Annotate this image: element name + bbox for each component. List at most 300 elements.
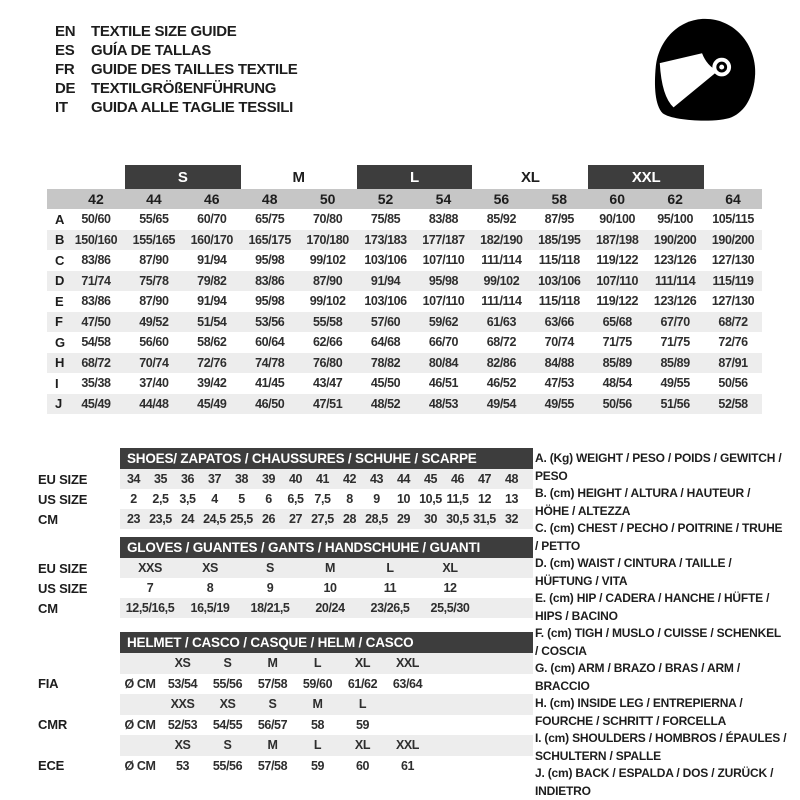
cell: S bbox=[266, 561, 274, 575]
cell: 10 bbox=[396, 492, 411, 506]
size-cell: 160/170 bbox=[190, 232, 233, 247]
row-letter: G bbox=[55, 334, 66, 350]
size-cell: 173/183 bbox=[364, 232, 407, 247]
cell: 11,5 bbox=[446, 492, 469, 506]
size-cell: 107/110 bbox=[422, 294, 465, 309]
racing-helmet-icon bbox=[645, 12, 765, 130]
size-cell: 87/90 bbox=[139, 294, 169, 309]
column-header: 56 bbox=[493, 191, 510, 207]
helmet-sizes-row bbox=[120, 694, 533, 715]
cell: 7,5 bbox=[314, 492, 331, 506]
cell: 31,5 bbox=[473, 512, 496, 526]
language-code: IT bbox=[55, 99, 68, 116]
size-group-xl: XL bbox=[520, 168, 540, 186]
size-cell: 83/86 bbox=[81, 253, 111, 268]
language-code: ES bbox=[55, 42, 75, 59]
row-label: CM bbox=[38, 600, 58, 616]
language-code: FR bbox=[55, 61, 75, 78]
legend-item: H. (cm) INSIDE LEG / ENTREPIERNA / FOURCHE / SCHRITT / FORCELLA bbox=[535, 696, 743, 728]
size-cell: 107/110 bbox=[596, 273, 639, 288]
cell: 12 bbox=[477, 492, 492, 506]
cell: 27 bbox=[288, 512, 303, 526]
size-cell: 49/55 bbox=[544, 396, 574, 411]
size-cell: 51/54 bbox=[197, 314, 227, 329]
cell: 25,5/30 bbox=[430, 601, 470, 615]
gloves-table bbox=[38, 537, 533, 618]
table-row bbox=[120, 578, 533, 598]
cell: 59 bbox=[310, 758, 325, 773]
size-cell: 68/72 bbox=[486, 335, 516, 350]
size-cell: 78/82 bbox=[370, 355, 401, 370]
row-letter: I bbox=[55, 375, 59, 391]
cell: XS bbox=[202, 561, 218, 575]
textile-size-table bbox=[47, 165, 762, 414]
language-title: TEXTILE SIZE GUIDE bbox=[91, 23, 237, 40]
size-cell: 53/56 bbox=[255, 314, 285, 329]
language-code: DE bbox=[55, 80, 76, 97]
column-header: 54 bbox=[435, 191, 452, 207]
table-row bbox=[47, 230, 762, 251]
size-cell: 60/70 bbox=[197, 212, 227, 227]
size-cell: 46/50 bbox=[255, 396, 285, 411]
cell: 29 bbox=[396, 512, 411, 526]
cell: 8 bbox=[206, 581, 214, 595]
cell: 13 bbox=[504, 492, 519, 506]
size-cell: 75/85 bbox=[370, 212, 401, 227]
cell: 58 bbox=[310, 717, 325, 732]
cell: 60 bbox=[355, 758, 370, 773]
cell: 8 bbox=[346, 492, 353, 506]
cell: 39 bbox=[261, 472, 276, 486]
cell: 53/54 bbox=[167, 676, 198, 691]
size-cell: 65/75 bbox=[255, 212, 285, 227]
cell: 2 bbox=[130, 492, 137, 506]
cell: 43 bbox=[369, 472, 384, 486]
standard-label: FIA bbox=[38, 676, 59, 692]
cell: 7 bbox=[146, 581, 154, 595]
size-cell: 65/68 bbox=[602, 314, 632, 329]
cell: 61/62 bbox=[347, 676, 378, 691]
size-cell: 55/58 bbox=[312, 314, 343, 329]
size-cell: 99/102 bbox=[309, 253, 346, 268]
cell: 23,5 bbox=[149, 512, 172, 526]
row-label: US SIZE bbox=[38, 491, 88, 507]
diameter-unit: Ø CM bbox=[124, 676, 156, 691]
cell: 59/60 bbox=[302, 676, 333, 691]
language-title: TEXTILGRÖßENFÜHRUNG bbox=[91, 80, 277, 97]
legend-item: B. (cm) HEIGHT / ALTURA / HAUTEUR / HÖHE / ALTEZZA bbox=[535, 486, 751, 518]
column-header: 62 bbox=[667, 191, 683, 207]
size-cell: 119/122 bbox=[596, 253, 639, 268]
table-row bbox=[120, 469, 533, 489]
cell: 36 bbox=[180, 472, 195, 486]
size-cell: 170/180 bbox=[306, 232, 349, 247]
size-cell: 70/74 bbox=[544, 335, 574, 350]
size-cell: 49/55 bbox=[660, 376, 690, 391]
size-cell: 99/102 bbox=[483, 273, 520, 288]
size-cell: 127/130 bbox=[711, 253, 755, 268]
size-cell: 177/187 bbox=[422, 232, 465, 247]
language-row bbox=[55, 98, 297, 117]
size-cell: 50/60 bbox=[81, 212, 111, 227]
helmet-values-row bbox=[120, 756, 533, 777]
size-cell: 39/42 bbox=[197, 376, 227, 391]
cell: 12,5/16,5 bbox=[125, 601, 175, 615]
diameter-unit: Ø CM bbox=[124, 758, 156, 773]
size-cell: 54/58 bbox=[81, 335, 111, 350]
size-cell: 119/122 bbox=[596, 294, 639, 309]
size-cell: 66/70 bbox=[428, 335, 459, 350]
legend-item: D. (cm) WAIST / CINTURA / TAILLE / HÜFTUNG / VITA bbox=[535, 556, 732, 588]
helmet-title-bar: HELMET / CASCO / CASQUE / HELM / CASCO bbox=[120, 632, 533, 653]
size-cell: 99/102 bbox=[309, 294, 346, 309]
table-row bbox=[47, 271, 762, 292]
table-row bbox=[120, 558, 533, 578]
size-cell: 111/114 bbox=[481, 253, 522, 268]
table-row bbox=[47, 209, 762, 230]
size-cell: 87/90 bbox=[139, 253, 169, 268]
size-cell: 47/51 bbox=[312, 396, 343, 411]
size-cell: 90/100 bbox=[599, 212, 636, 227]
size-header-cell: M bbox=[312, 697, 323, 712]
size-cell: 50/56 bbox=[718, 376, 748, 391]
size-cell: 103/106 bbox=[538, 273, 581, 288]
size-cell: 87/91 bbox=[718, 355, 748, 370]
size-header-cell: S bbox=[223, 738, 232, 753]
size-cell: 45/50 bbox=[370, 376, 401, 391]
size-cell: 107/110 bbox=[422, 253, 465, 268]
row-letter: E bbox=[55, 293, 64, 309]
cell: 26 bbox=[261, 512, 276, 526]
size-cell: 71/74 bbox=[81, 273, 111, 288]
size-cell: 190/200 bbox=[711, 232, 755, 247]
size-cell: 91/94 bbox=[197, 294, 227, 309]
size-cell: 103/106 bbox=[364, 253, 407, 268]
size-header-cell: XXS bbox=[170, 697, 195, 712]
size-cell: 76/80 bbox=[312, 355, 343, 370]
cell: 55/56 bbox=[212, 758, 243, 773]
size-cell: 46/51 bbox=[428, 376, 459, 391]
table-row bbox=[47, 250, 762, 271]
size-group-xxl: XXL bbox=[588, 165, 704, 189]
column-header: 60 bbox=[609, 191, 625, 207]
size-group-s: S bbox=[125, 165, 241, 189]
table-row bbox=[47, 353, 762, 374]
size-cell: 37/40 bbox=[139, 376, 169, 391]
size-cell: 72/76 bbox=[197, 355, 227, 370]
language-title: GUÍA DE TALLAS bbox=[91, 42, 211, 59]
row-letter: F bbox=[55, 314, 63, 330]
size-cell: 111/114 bbox=[481, 294, 522, 309]
column-header: 52 bbox=[377, 191, 394, 207]
cell: 46 bbox=[450, 472, 465, 486]
size-cell: 182/190 bbox=[480, 232, 523, 247]
cell: 23/26,5 bbox=[370, 601, 410, 615]
size-cell: 46/52 bbox=[486, 376, 516, 391]
column-header: 48 bbox=[261, 191, 278, 207]
size-header-cell: XL bbox=[354, 738, 371, 753]
cell: 35 bbox=[153, 472, 168, 486]
cell: 32 bbox=[504, 512, 519, 526]
size-cell: 62/66 bbox=[312, 335, 343, 350]
size-cell: 56/60 bbox=[139, 335, 169, 350]
size-header-cell: XL bbox=[354, 656, 371, 671]
size-header-cell: S bbox=[223, 656, 232, 671]
helmet-values-row bbox=[120, 674, 533, 695]
cell: 6 bbox=[265, 492, 272, 506]
row-letter: C bbox=[55, 252, 65, 268]
cell: 53 bbox=[175, 758, 190, 773]
size-cell: 123/126 bbox=[653, 294, 697, 309]
row-letter: B bbox=[55, 232, 65, 248]
size-cell: 82/86 bbox=[486, 355, 516, 370]
size-cell: 105/115 bbox=[712, 212, 754, 227]
legend-item: J. (cm) BACK / ESPALDA / DOS / ZURÜCK / INDIETRO bbox=[535, 766, 774, 798]
size-header-cell: S bbox=[268, 697, 277, 712]
row-letter: J bbox=[55, 396, 63, 412]
cell: 52/53 bbox=[167, 717, 198, 732]
size-cell: 67/70 bbox=[660, 314, 690, 329]
table-row bbox=[120, 509, 533, 529]
size-cell: 187/198 bbox=[596, 232, 639, 247]
cell: 28,5 bbox=[365, 512, 388, 526]
row-label: EU SIZE bbox=[38, 471, 88, 487]
size-cell: 50/56 bbox=[602, 396, 632, 411]
size-cell: 83/86 bbox=[255, 273, 285, 288]
helmet-table bbox=[38, 632, 533, 776]
helmet-sizes-row bbox=[120, 653, 533, 674]
cell: 24 bbox=[180, 512, 195, 526]
size-header-cell: XS bbox=[174, 656, 191, 671]
legend-item: C. (cm) CHEST / PECHO / POITRINE / TRUHE / PETTO bbox=[535, 521, 783, 553]
cell: 59 bbox=[355, 717, 370, 732]
size-cell: 87/90 bbox=[312, 273, 343, 288]
size-cell: 52/58 bbox=[718, 396, 748, 411]
cell: 37 bbox=[207, 472, 222, 486]
cell: 20/24 bbox=[315, 601, 345, 615]
cell: 48 bbox=[504, 472, 519, 486]
size-cell: 71/75 bbox=[602, 335, 632, 350]
language-row bbox=[55, 22, 297, 41]
cell: 42 bbox=[342, 472, 357, 486]
cell: 44 bbox=[396, 472, 411, 486]
row-label: CM bbox=[38, 511, 58, 527]
column-header: 64 bbox=[725, 191, 741, 207]
size-cell: 85/89 bbox=[660, 355, 690, 370]
size-cell: 83/88 bbox=[428, 212, 459, 227]
size-cell: 185/195 bbox=[538, 232, 581, 247]
size-cell: 165/175 bbox=[248, 232, 291, 247]
cell: 56/57 bbox=[257, 717, 288, 732]
helmet-sizes-row bbox=[120, 735, 533, 756]
size-cell: 190/200 bbox=[653, 232, 697, 247]
cell: 30,5 bbox=[446, 512, 469, 526]
size-cell: 83/86 bbox=[81, 294, 111, 309]
cell: 61 bbox=[400, 758, 415, 773]
size-cell: 80/84 bbox=[428, 355, 459, 370]
size-cell: 95/100 bbox=[657, 212, 694, 227]
cell: 34 bbox=[126, 472, 141, 486]
textile-table-body bbox=[47, 209, 762, 414]
row-letter: H bbox=[55, 355, 65, 371]
cell: 45 bbox=[423, 472, 438, 486]
row-letter: D bbox=[55, 273, 65, 289]
column-header: 42 bbox=[88, 191, 104, 207]
size-cell: 49/52 bbox=[139, 314, 169, 329]
table-row bbox=[47, 394, 762, 415]
size-group-row bbox=[47, 165, 762, 189]
cell: M bbox=[324, 561, 335, 575]
size-header-cell: M bbox=[267, 738, 278, 753]
size-group-m: M bbox=[292, 168, 305, 186]
size-header-cell: M bbox=[267, 656, 278, 671]
size-cell: 61/63 bbox=[486, 314, 516, 329]
size-header-cell: XS bbox=[219, 697, 236, 712]
shoes-table bbox=[38, 448, 533, 529]
diameter-unit: Ø CM bbox=[124, 717, 156, 732]
size-cell: 74/78 bbox=[255, 355, 285, 370]
cell: 57/58 bbox=[257, 758, 288, 773]
size-cell: 45/49 bbox=[197, 396, 227, 411]
size-cell: 60/64 bbox=[255, 335, 285, 350]
column-header: 50 bbox=[319, 191, 336, 207]
legend-item: G. (cm) ARM / BRAZO / BRAS / ARM / BRACCIO bbox=[535, 661, 740, 693]
measurement-legend bbox=[535, 450, 787, 800]
size-cell: 43/47 bbox=[312, 376, 343, 391]
size-cell: 63/66 bbox=[544, 314, 574, 329]
cell: 9 bbox=[266, 581, 274, 595]
cell: 9 bbox=[373, 492, 380, 506]
cell: XXS bbox=[138, 561, 162, 575]
cell: 23 bbox=[126, 512, 141, 526]
size-cell: 48/54 bbox=[602, 376, 632, 391]
standard-label: ECE bbox=[38, 758, 65, 774]
size-cell: 47/53 bbox=[544, 376, 574, 391]
size-cell: 95/98 bbox=[428, 273, 459, 288]
cell: 11 bbox=[383, 581, 397, 595]
size-cell: 87/95 bbox=[544, 212, 574, 227]
size-header-cell: L bbox=[313, 656, 322, 671]
size-header-cell: XS bbox=[174, 738, 191, 753]
legend-item: I. (cm) SHOULDERS / HOMBROS / ÉPAULES / SCHULTERN / SPALLE bbox=[535, 731, 787, 763]
row-label: US SIZE bbox=[38, 580, 88, 596]
language-title-list bbox=[55, 22, 297, 117]
legend-item: F. (cm) TIGH / MUSLO / CUISSE / SCHENKEL / COSCIA bbox=[535, 626, 781, 658]
size-cell: 47/50 bbox=[81, 314, 111, 329]
size-cell: 115/119 bbox=[712, 273, 754, 288]
size-cell: 115/118 bbox=[538, 253, 580, 268]
cell: 12 bbox=[443, 581, 457, 595]
size-cell: 127/130 bbox=[711, 294, 755, 309]
size-cell: 35/38 bbox=[81, 376, 111, 391]
cell: XL bbox=[442, 561, 458, 575]
row-letter: A bbox=[55, 211, 65, 227]
cell: 55/56 bbox=[212, 676, 243, 691]
table-row bbox=[47, 373, 762, 394]
size-cell: 70/74 bbox=[139, 355, 169, 370]
cell: 41 bbox=[315, 472, 330, 486]
size-cell: 123/126 bbox=[653, 253, 697, 268]
size-group-l: L bbox=[357, 165, 473, 189]
column-header: 44 bbox=[146, 191, 162, 207]
size-cell: 58/62 bbox=[197, 335, 227, 350]
size-cell: 72/76 bbox=[718, 335, 748, 350]
size-cell: 111/114 bbox=[654, 273, 696, 288]
size-cell: 95/98 bbox=[255, 253, 285, 268]
language-row bbox=[55, 60, 297, 79]
size-cell: 48/53 bbox=[428, 396, 459, 411]
size-cell: 91/94 bbox=[197, 253, 227, 268]
size-cell: 103/106 bbox=[364, 294, 407, 309]
row-label: EU SIZE bbox=[38, 560, 88, 576]
size-cell: 84/88 bbox=[544, 355, 574, 370]
size-cell: 75/78 bbox=[139, 273, 169, 288]
cell: 10 bbox=[323, 581, 337, 595]
size-cell: 115/118 bbox=[538, 294, 580, 309]
legend-item: A. (Kg) WEIGHT / PESO / POIDS / GEWITCH / PESO bbox=[535, 451, 782, 483]
column-header: 58 bbox=[551, 191, 568, 207]
cell: 57/58 bbox=[257, 676, 288, 691]
size-cell: 55/65 bbox=[139, 212, 169, 227]
cell: 24,5 bbox=[203, 512, 226, 526]
cell: 3,5 bbox=[179, 492, 196, 506]
cell: 18/21,5 bbox=[250, 601, 290, 615]
size-header-cell: XXL bbox=[395, 738, 420, 753]
shoes-title-bar: SHOES/ ZAPATOS / CHAUSSURES / SCHUHE / SCARPE bbox=[120, 448, 533, 469]
size-cell: 85/89 bbox=[602, 355, 632, 370]
size-cell: 71/75 bbox=[660, 335, 690, 350]
cell: 16,5/19 bbox=[190, 601, 230, 615]
cell: 10,5 bbox=[419, 492, 442, 506]
cell: 40 bbox=[288, 472, 303, 486]
gloves-title-bar: GLOVES / GUANTES / GANTS / HANDSCHUHE / GUANTI bbox=[120, 537, 533, 558]
size-cell: 64/68 bbox=[370, 335, 401, 350]
size-cell: 70/80 bbox=[312, 212, 343, 227]
cell: 27,5 bbox=[311, 512, 334, 526]
size-cell: 91/94 bbox=[370, 273, 401, 288]
language-row bbox=[55, 79, 297, 98]
cell: 2,5 bbox=[152, 492, 169, 506]
language-title: GUIDE DES TAILLES TEXTILE bbox=[91, 61, 298, 78]
cell: 25,5 bbox=[230, 512, 253, 526]
size-cell: 68/72 bbox=[81, 355, 111, 370]
column-header: 46 bbox=[204, 191, 220, 207]
size-cell: 85/92 bbox=[486, 212, 516, 227]
numeric-size-header-row bbox=[47, 189, 762, 209]
size-cell: 59/62 bbox=[428, 314, 459, 329]
size-cell: 48/52 bbox=[370, 396, 401, 411]
helmet-values-row bbox=[120, 715, 533, 736]
size-cell: 44/48 bbox=[139, 396, 169, 411]
cell: 54/55 bbox=[212, 717, 243, 732]
size-header-cell: L bbox=[313, 738, 322, 753]
table-row bbox=[47, 332, 762, 353]
cell: 28 bbox=[342, 512, 357, 526]
cell: 47 bbox=[477, 472, 492, 486]
cell: 6,5 bbox=[287, 492, 304, 506]
size-cell: 95/98 bbox=[255, 294, 285, 309]
size-cell: 49/54 bbox=[486, 396, 516, 411]
table-row bbox=[120, 598, 533, 618]
size-cell: 57/60 bbox=[370, 314, 401, 329]
size-cell: 79/82 bbox=[197, 273, 227, 288]
size-header-cell: XXL bbox=[395, 656, 420, 671]
language-row bbox=[55, 41, 297, 60]
cell: 4 bbox=[211, 492, 218, 506]
cell: 5 bbox=[238, 492, 245, 506]
cell: L bbox=[386, 561, 394, 575]
cell: 38 bbox=[234, 472, 249, 486]
